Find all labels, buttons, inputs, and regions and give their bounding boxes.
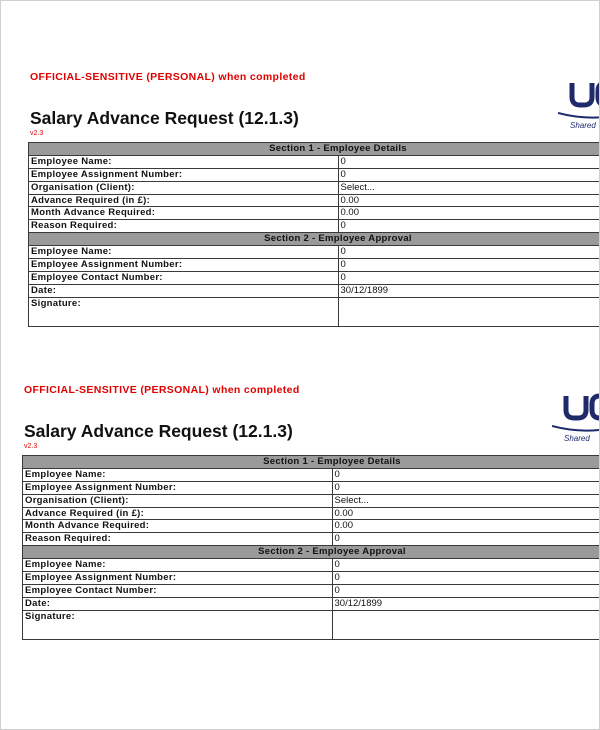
section-header-row <box>23 456 600 469</box>
section-header-row <box>23 546 600 559</box>
table-row <box>23 572 600 585</box>
employee-name-field[interactable]: 0 <box>332 468 600 481</box>
advance-month-field[interactable]: 0.00 <box>332 520 600 533</box>
table-row <box>29 259 600 272</box>
version-label: v2.3 <box>24 443 38 450</box>
field-label: Employee Assignment Number: <box>29 259 339 272</box>
field-label: Advance Required (in £): <box>23 507 333 520</box>
table-row <box>29 271 600 284</box>
table-row <box>23 597 600 610</box>
assignment-number-field[interactable]: 0 <box>332 481 600 494</box>
table-row <box>23 481 600 494</box>
table-row <box>29 168 600 181</box>
approval-assignment-number-field[interactable]: 0 <box>332 572 600 585</box>
table-row <box>23 610 600 639</box>
table-row <box>23 533 600 546</box>
organisation-select[interactable]: Select... <box>338 181 600 194</box>
signature-field[interactable] <box>338 297 600 326</box>
employee-name-field[interactable]: 0 <box>338 155 600 168</box>
section-2-heading: Section 2 - Employee Approval <box>29 233 600 246</box>
table-row <box>29 284 600 297</box>
version-label: v2.3 <box>30 130 44 137</box>
field-label: Employee Contact Number: <box>29 271 339 284</box>
field-label: Signature: <box>29 297 339 326</box>
approval-assignment-number-field[interactable]: 0 <box>338 259 600 272</box>
table-row <box>23 468 600 481</box>
section-1-heading: Section 1 - Employee Details <box>23 456 600 469</box>
signature-field[interactable] <box>332 610 600 639</box>
sensitivity-marking: OFFICIAL-SENSITIVE (PERSONAL) when completed <box>24 384 300 396</box>
table-row <box>29 194 600 207</box>
table-row <box>29 297 600 326</box>
field-label: Reason Required: <box>23 533 333 546</box>
request-table <box>22 455 600 640</box>
field-label: Reason Required: <box>29 220 339 233</box>
advance-month-field[interactable]: 0.00 <box>338 207 600 220</box>
section-2-heading: Section 2 - Employee Approval <box>23 546 600 559</box>
date-field[interactable]: 30/12/1899 <box>332 597 600 610</box>
organisation-logo <box>558 77 600 137</box>
form-title: Salary Advance Request (12.1.3) <box>30 108 299 128</box>
field-label: Employee Name: <box>23 559 333 572</box>
logo-text: Shared <box>564 434 590 443</box>
table-row <box>23 507 600 520</box>
contact-number-field[interactable]: 0 <box>332 584 600 597</box>
field-label: Signature: <box>23 610 333 639</box>
request-table <box>28 142 600 327</box>
section-1-heading: Section 1 - Employee Details <box>29 143 600 156</box>
field-label: Month Advance Required: <box>23 520 333 533</box>
field-label: Advance Required (in £): <box>29 194 339 207</box>
table-row <box>23 559 600 572</box>
date-field[interactable]: 30/12/1899 <box>338 284 600 297</box>
field-label: Employee Name: <box>29 155 339 168</box>
reason-field[interactable]: 0 <box>338 220 600 233</box>
table-row <box>29 246 600 259</box>
field-label: Organisation (Client): <box>29 181 339 194</box>
assignment-number-field[interactable]: 0 <box>338 168 600 181</box>
field-label: Organisation (Client): <box>23 494 333 507</box>
approval-employee-name-field[interactable]: 0 <box>332 559 600 572</box>
organisation-logo <box>552 390 600 450</box>
field-label: Employee Contact Number: <box>23 584 333 597</box>
logo-text: Shared <box>570 121 596 130</box>
table-row <box>23 494 600 507</box>
advance-amount-field[interactable]: 0.00 <box>338 194 600 207</box>
field-label: Employee Name: <box>29 246 339 259</box>
organisation-select[interactable]: Select... <box>332 494 600 507</box>
logo-mark-icon <box>552 390 600 434</box>
field-label: Month Advance Required: <box>29 207 339 220</box>
reason-field[interactable]: 0 <box>332 533 600 546</box>
table-row <box>29 155 600 168</box>
section-header-row <box>29 143 600 156</box>
advance-amount-field[interactable]: 0.00 <box>332 507 600 520</box>
sensitivity-marking: OFFICIAL-SENSITIVE (PERSONAL) when completed <box>30 71 306 83</box>
table-row <box>29 207 600 220</box>
field-label: Employee Assignment Number: <box>23 481 333 494</box>
table-row <box>23 520 600 533</box>
field-label: Employee Assignment Number: <box>29 168 339 181</box>
section-header-row <box>29 233 600 246</box>
table-row <box>29 181 600 194</box>
contact-number-field[interactable]: 0 <box>338 271 600 284</box>
approval-employee-name-field[interactable]: 0 <box>338 246 600 259</box>
field-label: Employee Assignment Number: <box>23 572 333 585</box>
table-row <box>23 584 600 597</box>
field-label: Date: <box>29 284 339 297</box>
field-label: Employee Name: <box>23 468 333 481</box>
logo-mark-icon <box>558 77 600 121</box>
form-title: Salary Advance Request (12.1.3) <box>24 421 293 441</box>
field-label: Date: <box>23 597 333 610</box>
table-row <box>29 220 600 233</box>
